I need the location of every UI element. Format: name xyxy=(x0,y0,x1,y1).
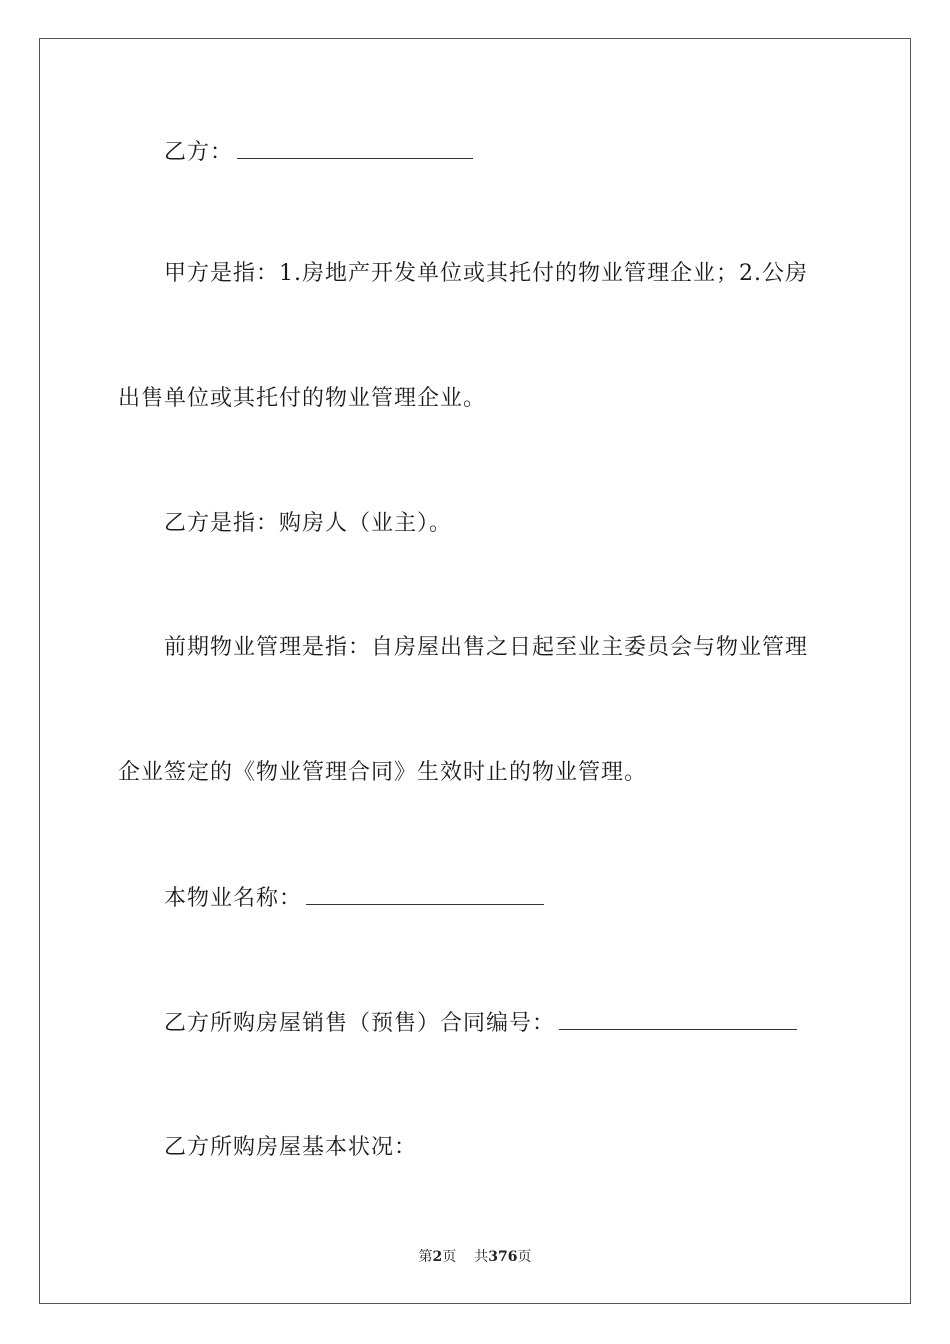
property-name-label: 本物业名称： xyxy=(164,886,303,911)
page-footer xyxy=(0,1248,950,1266)
party-b-line xyxy=(164,138,473,167)
party-b-blank[interactable] xyxy=(237,138,473,159)
page-number: 2 xyxy=(432,1249,443,1265)
total-pages: 376 xyxy=(488,1249,518,1265)
party-b-label: 乙方： xyxy=(164,140,234,165)
page-frame xyxy=(39,38,911,1304)
pre-management-definition-line-2: 企业签定的《物业管理合同》生效时止的物业管理。 xyxy=(118,760,648,785)
property-name-blank[interactable] xyxy=(306,884,544,905)
page-suffix: 页 xyxy=(442,1249,457,1265)
contract-number-line xyxy=(164,1009,797,1038)
contract-number-blank[interactable] xyxy=(559,1009,797,1030)
pre-management-definition-line-1: 前期物业管理是指：自房屋出售之日起至业主委员会与物业管理 xyxy=(164,635,809,660)
page-prefix: 第 xyxy=(418,1249,433,1265)
total-prefix: 共 xyxy=(474,1249,489,1265)
party-b-definition: 乙方是指：购房人（业主）。 xyxy=(164,511,453,536)
party-a-definition-line-2: 出售单位或其托付的物业管理企业。 xyxy=(118,386,487,411)
house-status-line: 乙方所购房屋基本状况： xyxy=(164,1135,418,1160)
contract-number-label: 乙方所购房屋销售（预售）合同编号： xyxy=(164,1011,556,1036)
total-suffix: 页 xyxy=(517,1249,532,1265)
property-name-line xyxy=(164,884,544,913)
party-a-definition-line-1: 甲方是指：1.房地产开发单位或其托付的物业管理企业；2.公房 xyxy=(164,261,808,286)
